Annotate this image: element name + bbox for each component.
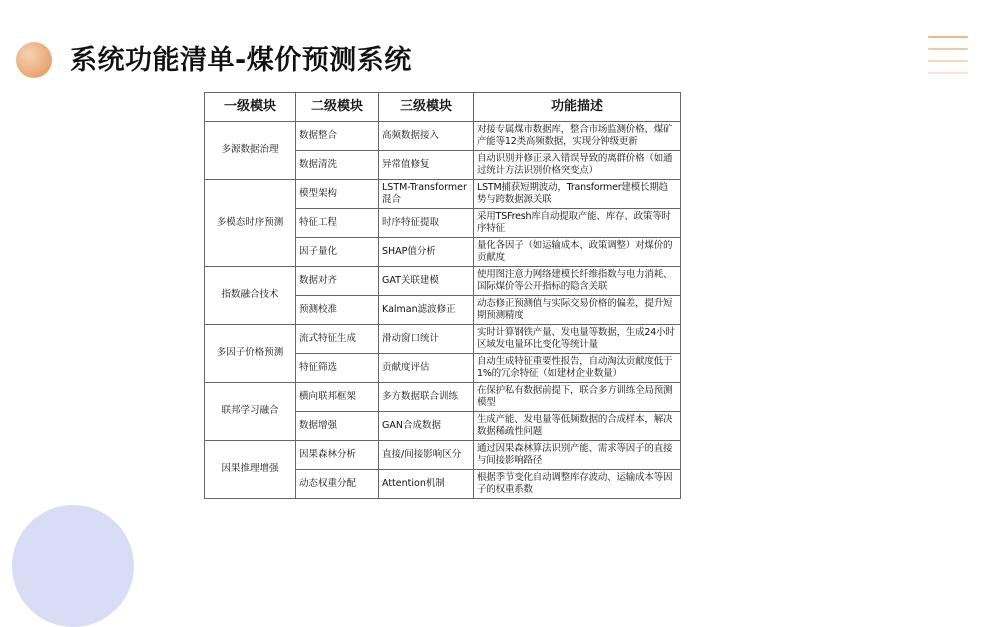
header-level3: 三级模块 [379,93,474,122]
module-level2: 因子量化 [296,238,379,267]
table-row [205,383,681,412]
module-level1: 因果推理增强 [205,441,296,499]
decorative-blue-circle [12,505,134,627]
module-level3: 高频数据接入 [379,122,474,151]
function-description: 采用TSFresh库自动提取产能、库存、政策等时序特征 [474,209,681,238]
module-level2: 数据整合 [296,122,379,151]
module-level1: 指数融合技术 [205,267,296,325]
module-level1: 联邦学习融合 [205,383,296,441]
module-level3: Attention机制 [379,470,474,499]
header-description: 功能描述 [474,93,681,122]
table-row [205,441,681,470]
function-list-table [204,92,681,499]
module-level2: 动态权重分配 [296,470,379,499]
module-level3: Kalman滤波修正 [379,296,474,325]
module-level2: 数据增强 [296,412,379,441]
header-level1: 一级模块 [205,93,296,122]
module-level3: LSTM-Transformer混合 [379,180,474,209]
function-description: 自动生成特征重要性报告，自动淘汰贡献度低于1%的冗余特征（如建材企业数量） [474,354,681,383]
module-level3: 异常值修复 [379,151,474,180]
module-level2: 模型架构 [296,180,379,209]
function-description: 量化各因子（如运输成本、政策调整）对煤价的贡献度 [474,238,681,267]
decorative-orange-circle [16,42,52,78]
function-description: 根据季节变化自动调整库存波动、运输成本等因子的权重系数 [474,470,681,499]
function-description: 动态修正预测值与实际交易价格的偏差，提升短期预测精度 [474,296,681,325]
module-level2: 流式特征生成 [296,325,379,354]
module-level1: 多模态时序预测 [205,180,296,267]
function-description: 对接专属煤市数据库，整合市场监测价格、煤矿产能等12类高频数据，实现分钟级更新 [474,122,681,151]
table-row [205,122,681,151]
module-level2: 横向联邦框架 [296,383,379,412]
header-level2: 二级模块 [296,93,379,122]
module-level3: 贡献度评估 [379,354,474,383]
function-description: 生成产能、发电量等低频数据的合成样本，解决数据稀疏性问题 [474,412,681,441]
module-level3: SHAP值分析 [379,238,474,267]
module-level3: 时序特征提取 [379,209,474,238]
module-level1: 多源数据治理 [205,122,296,180]
module-level2: 特征筛选 [296,354,379,383]
function-description: 实时计算钢铁产量、发电量等数据，生成24小时区域发电量环比变化等统计量 [474,325,681,354]
function-description: 使用图注意力网络建模长纤维指数与电力消耗、国际煤价等公开指标的隐含关联 [474,267,681,296]
table-row [205,267,681,296]
function-description: 在保护私有数据前提下，联合多方训练全局预测模型 [474,383,681,412]
module-level1: 多因子价格预测 [205,325,296,383]
module-level3: 多方数据联合训练 [379,383,474,412]
module-level3: GAT关联建模 [379,267,474,296]
table-header-row [205,93,681,122]
table-row [205,180,681,209]
function-description: 自动识别并修正录入错误导致的离群价格（如通过统计方法识别价格突变点） [474,151,681,180]
function-description: 通过因果森林算法识别产能、需求等因子的直接与间接影响路径 [474,441,681,470]
module-level3: 滑动窗口统计 [379,325,474,354]
decorative-lines-icon [928,36,968,84]
table-row [205,325,681,354]
module-level2: 特征工程 [296,209,379,238]
module-level3: GAN合成数据 [379,412,474,441]
page-title: 系统功能清单-煤价预测系统 [70,45,412,76]
module-level2: 因果森林分析 [296,441,379,470]
module-level2: 预测校准 [296,296,379,325]
module-level2: 数据清洗 [296,151,379,180]
function-description: LSTM捕获短期波动，Transformer建模长期趋势与跨数据源关联 [474,180,681,209]
module-level2: 数据对齐 [296,267,379,296]
module-level3: 直接/间接影响区分 [379,441,474,470]
